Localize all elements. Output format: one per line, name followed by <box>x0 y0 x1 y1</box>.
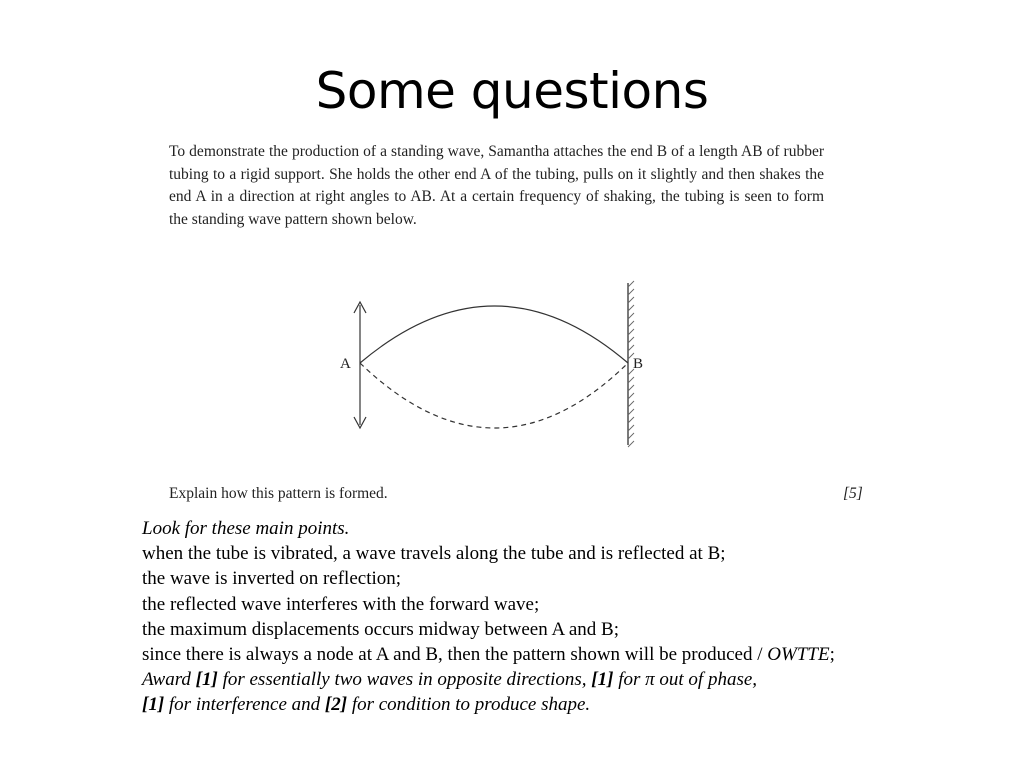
award-mark: [1] <box>142 694 165 716</box>
award-mark: [2] <box>324 694 348 716</box>
award-line-2 <box>142 692 922 717</box>
award-text: for condition to produce shape. <box>347 694 591 716</box>
node-point-end: ; <box>829 644 835 666</box>
award-text: for interference and <box>164 694 325 716</box>
award-text: for essentially two waves in opposite directions, <box>217 669 592 691</box>
award-text: for π out of phase, <box>613 669 758 691</box>
owtte: OWTTE <box>767 644 830 666</box>
markscheme-point: when the tube is vibrated, a wave travels along the tube and is reflected at B; <box>142 543 726 565</box>
question-prompt: Explain how this pattern is formed. <box>169 485 388 502</box>
award-mark: [1] <box>591 669 614 691</box>
slide-title: Some questions <box>315 62 709 120</box>
wave-solid <box>360 306 628 363</box>
label-b: B <box>633 356 644 372</box>
standing-wave-diagram <box>330 275 660 450</box>
markscheme-point: the maximum displacements occurs midway between A and B; <box>142 618 620 640</box>
question-marks: [5] <box>843 485 863 502</box>
markscheme-intro: Look for these main points. <box>142 518 350 539</box>
node-point-text: since there is always a node at A and B, then the pattern shown will be produced / <box>142 644 768 666</box>
wave-dashed <box>360 363 628 428</box>
markscheme-node-point <box>142 642 922 667</box>
markscheme-point: the reflected wave interferes with the forward wave; <box>142 593 540 615</box>
award-mark: [1] <box>195 669 218 691</box>
award-text: Award <box>142 669 196 691</box>
markscheme-point: the wave is inverted on reflection; <box>142 568 402 590</box>
label-a: A <box>340 356 351 372</box>
markscheme <box>142 516 922 718</box>
question-text: To demonstrate the production of a standing wave, Samantha attaches the end B of a length AB of rubber tubing to a rigid support. She holds the other end A of the tubing, pulls on it slightly and then shakes the end A in a direction at right angles to AB. At a certain frequency of shaking, the tubing is seen to form the standing wave pattern shown below. <box>169 143 824 228</box>
award-line-1 <box>142 667 922 692</box>
